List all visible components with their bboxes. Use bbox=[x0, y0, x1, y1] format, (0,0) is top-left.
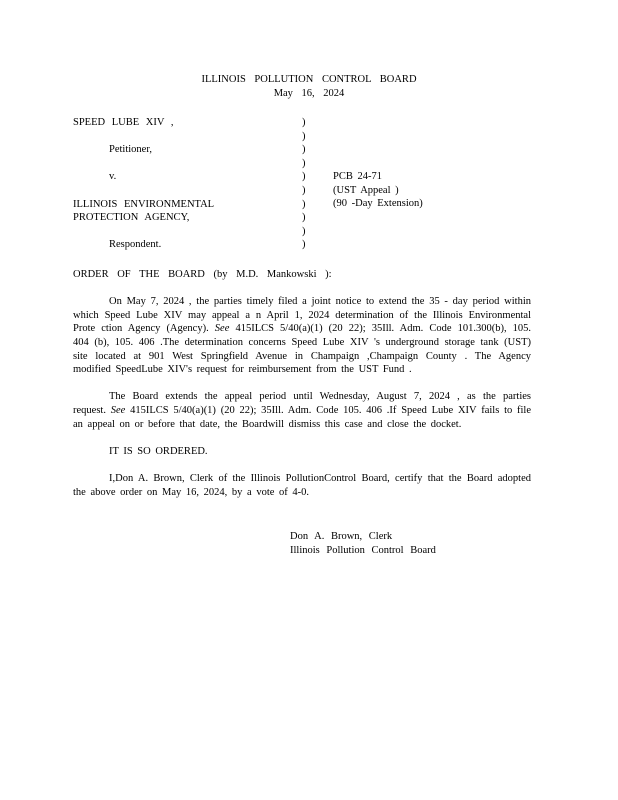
signature-block bbox=[290, 530, 490, 557]
paren: ) bbox=[302, 225, 306, 237]
paragraph-1-text-b: 415ILCS 5/40(a)(1) (20 22); 35Ill. Adm. Code 101.300(b), 105. 404 (b), 105. 406 .The determination concerns Speed Lube XIV 's underground storage tank (UST) site located at 901 West Springfield Avenue in Champaign ,Champaign County . The Agency modified SpeedLube XIV's request for reimbursement from the UST Fund . bbox=[73, 323, 532, 376]
document-header bbox=[0, 73, 618, 100]
blank-line bbox=[73, 225, 303, 239]
case-info bbox=[333, 170, 483, 211]
signer-title: Illinois Pollution Control Board bbox=[290, 544, 436, 556]
paragraph-2-text-a: The Board extends the appeal period until Wednesday, August 7, 2024 , as the parties request. bbox=[73, 391, 531, 416]
signer-name: Don A. Brown, Clerk bbox=[290, 531, 393, 542]
paren: ) bbox=[302, 157, 306, 169]
case-subtype: (90 -Day Extension) bbox=[333, 198, 423, 210]
paren: ) bbox=[302, 171, 306, 183]
agency-title: ILLINOIS POLLUTION CONTROL BOARD bbox=[201, 74, 417, 85]
paren: ) bbox=[302, 144, 306, 156]
paragraph-2-text-b: 415ILCS 5/40(a)(1) (20 22); 35Ill. Adm. Code 105. 406 .If Speed Lube XIV fails to file an appeal on or before that date, the Boardwill dismiss this case and close the docket. bbox=[73, 404, 532, 430]
paren: ) bbox=[302, 239, 306, 251]
paragraph-1-text-a: On May 7, 2024 , the parties timely filed a joint notice to extend the 35 - day period within which Speed Lube XIV may appeal a n April 1, 2024 determination of the Illinois Environmental Prote ction Agency (Agency). bbox=[73, 296, 531, 335]
paren: ) bbox=[302, 130, 306, 142]
respondent-name-line2: PROTECTION AGENCY, bbox=[73, 212, 190, 224]
order-heading: ORDER OF THE BOARD (by M.D. Mankowski ): bbox=[73, 269, 332, 280]
so-ordered: IT IS SO ORDERED. bbox=[109, 445, 208, 457]
petitioner-label: Petitioner, bbox=[109, 144, 153, 156]
case-number: PCB 24-71 bbox=[333, 171, 382, 182]
paren: ) bbox=[302, 198, 306, 210]
respondent-label: Respondent. bbox=[109, 239, 162, 251]
see-citation-signal: See bbox=[110, 404, 126, 416]
order-body bbox=[73, 268, 531, 513]
case-caption bbox=[73, 116, 303, 252]
order-paragraph-2 bbox=[73, 390, 531, 431]
clerk-certification: I,Don A. Brown, Clerk of the Illinois PollutionControl Board, certify that the Board adopted the above order on May 16, 2024, by a vote of 4-0. bbox=[73, 472, 531, 498]
blank-line bbox=[73, 157, 303, 171]
case-type: (UST Appeal ) bbox=[333, 184, 399, 196]
paren: ) bbox=[302, 117, 306, 128]
respondent-name-line1: ILLINOIS ENVIRONMENTAL bbox=[73, 198, 215, 210]
order-date: May 16, 2024 bbox=[273, 87, 345, 99]
blank-line bbox=[73, 130, 303, 144]
paren: ) bbox=[302, 212, 306, 224]
caption-parentheses bbox=[302, 116, 312, 252]
paren: ) bbox=[302, 184, 306, 196]
blank-line bbox=[73, 184, 303, 198]
order-paragraph-1 bbox=[73, 295, 531, 377]
petitioner-name: SPEED LUBE XIV , bbox=[73, 117, 174, 128]
see-citation-signal: See bbox=[214, 323, 230, 335]
versus-label: v. bbox=[109, 171, 117, 183]
